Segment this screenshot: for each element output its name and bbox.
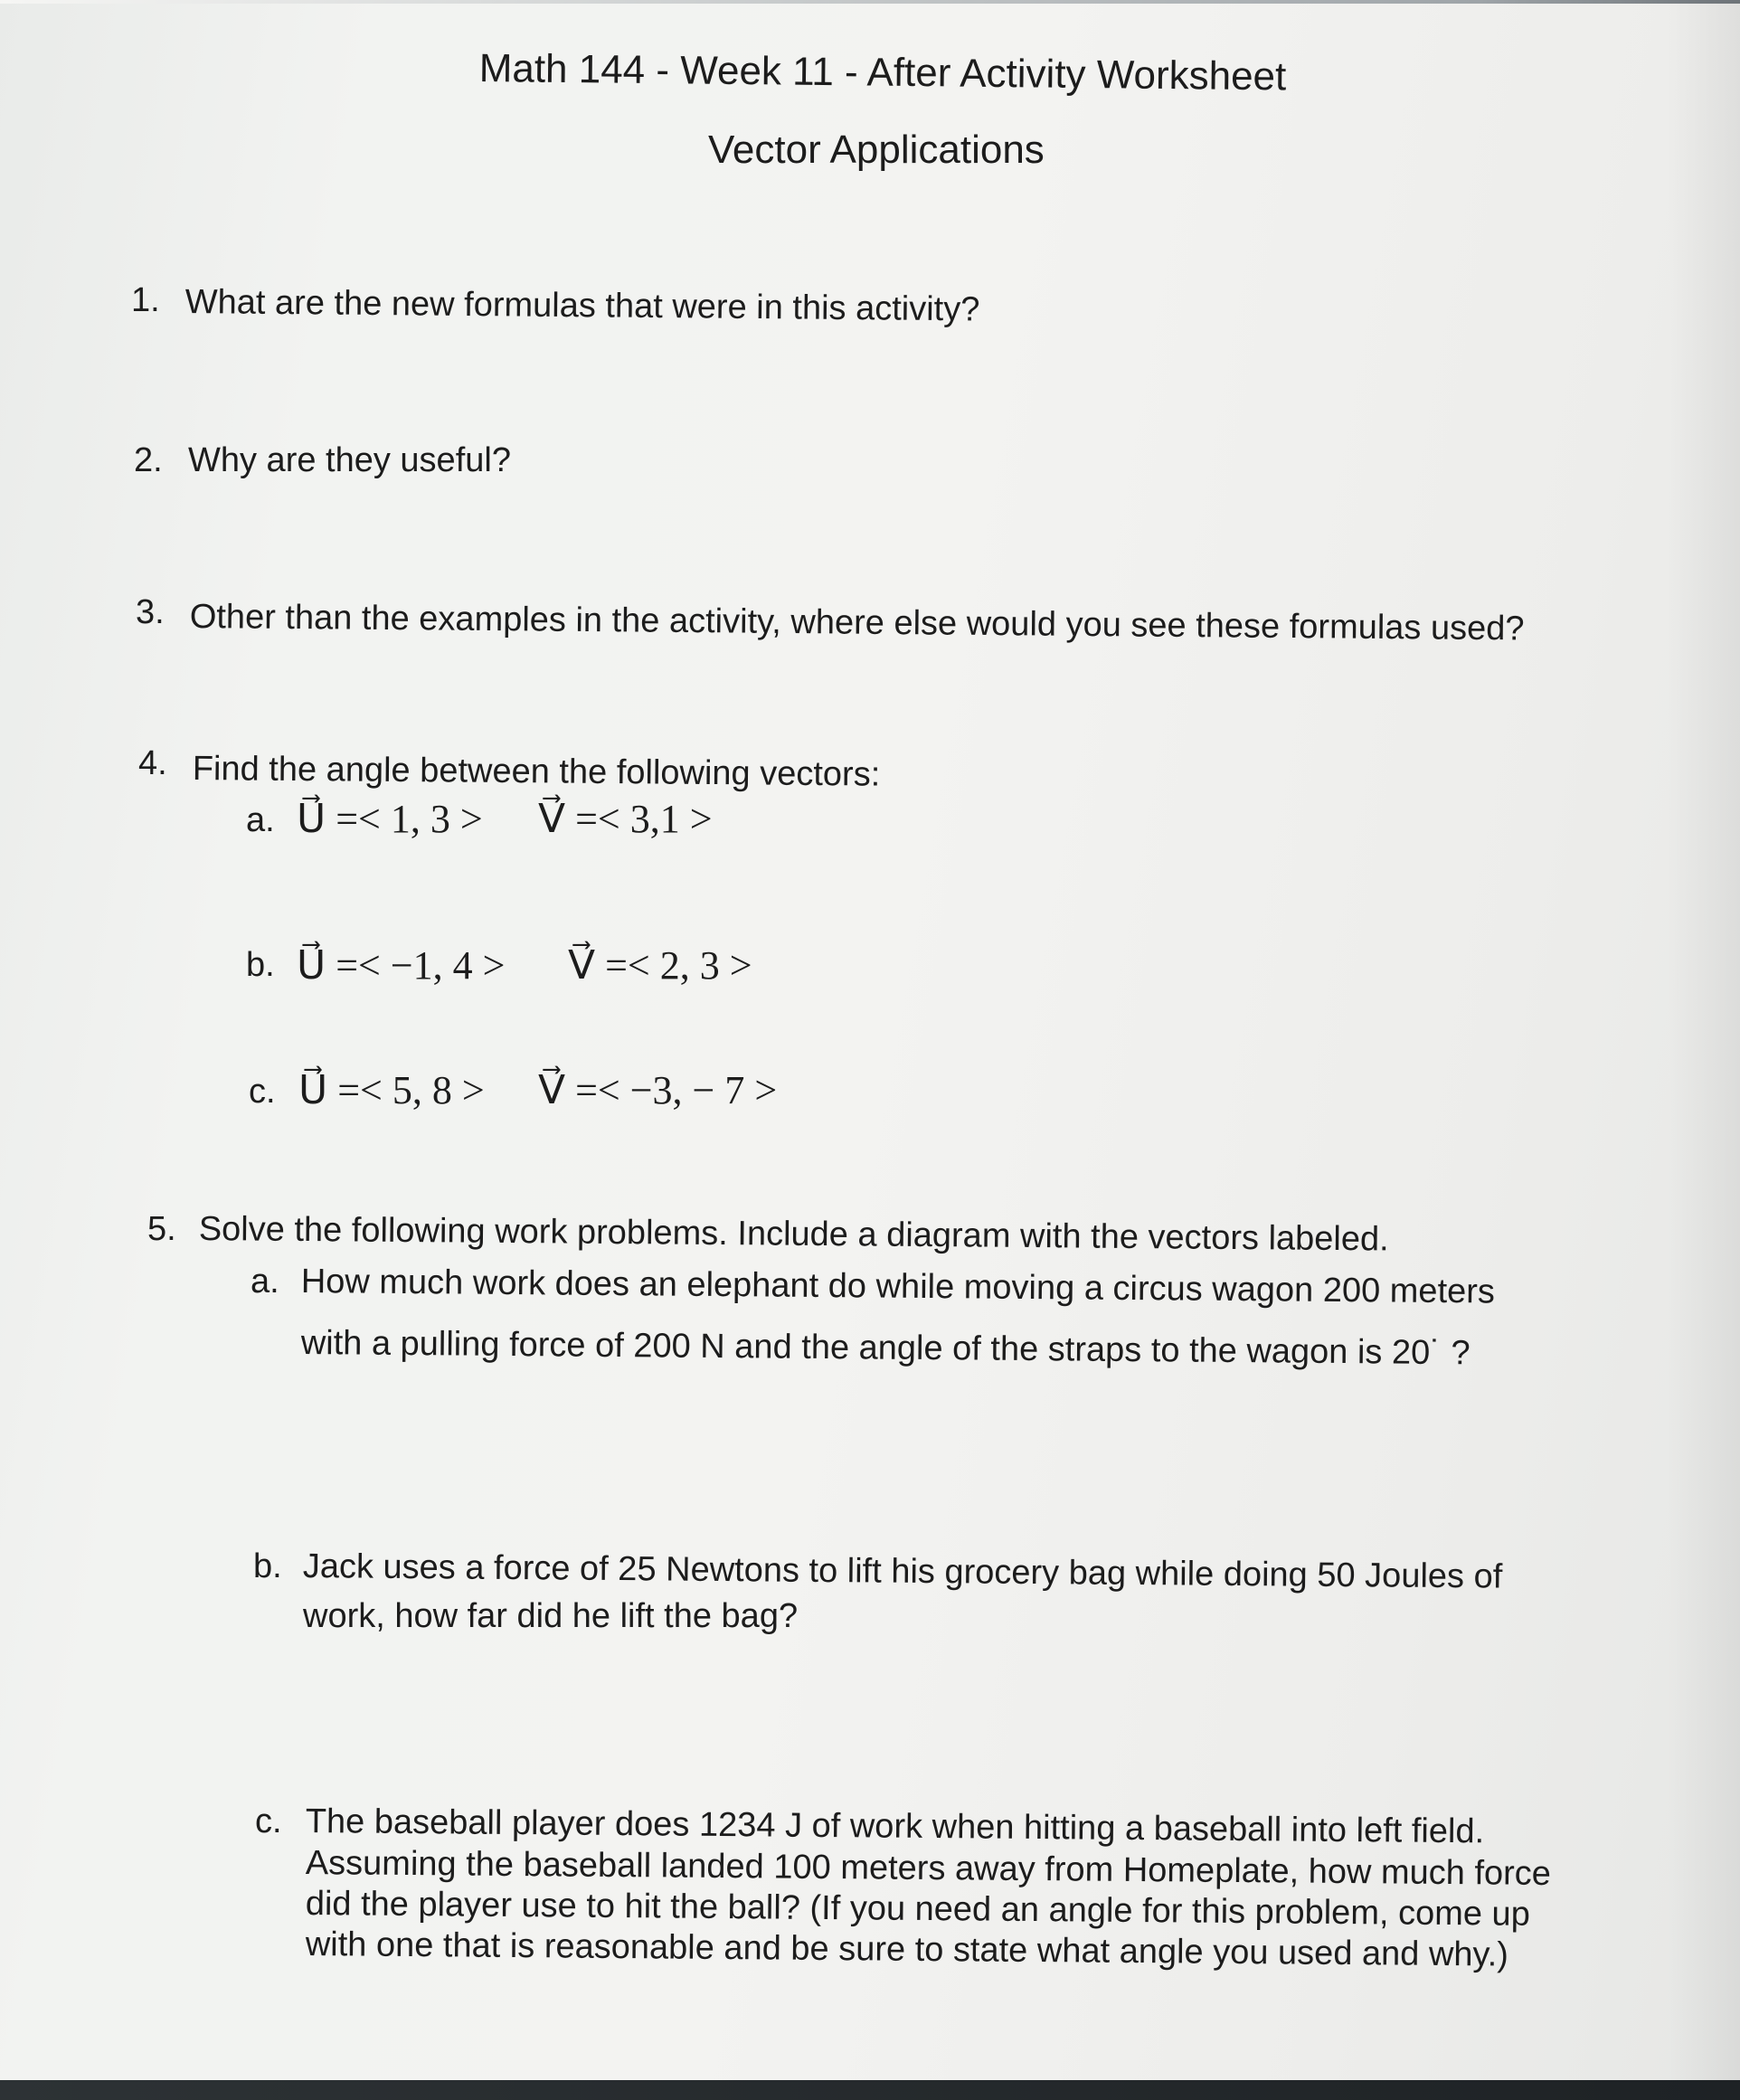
question-5c-line-4: with one that is reasonable and be sure to state what angle you used and why.)	[305, 1925, 1509, 1974]
question-2-number: 2.	[134, 441, 163, 479]
page-top-edge	[0, 0, 1740, 4]
question-5c-line-2: Assuming the baseball landed 100 meters away from Homeplate, how much force	[305, 1844, 1552, 1894]
question-5-text: Solve the following work problems. Include a diagram with the vectors labeled.	[198, 1210, 1389, 1259]
question-5a-letter: a.	[251, 1263, 279, 1301]
question-5a-line-2: with a pulling force of 200 N and the angle of the straps to the wagon is 20˙ ?	[300, 1324, 1470, 1373]
question-4c-vector-u: U⃗ =< 5, 8 >	[298, 1068, 485, 1112]
question-3-number: 3.	[136, 593, 165, 631]
question-1-text: What are the new formulas that were in this activity?	[184, 282, 980, 329]
question-5-number: 5.	[147, 1210, 176, 1248]
question-5a-line-1: How much work does an elephant do while moving a circus wagon 200 meters	[300, 1263, 1496, 1311]
question-4b-vector-v: V⃗ =< 2, 3 >	[568, 943, 752, 988]
question-4c-vector-v: V⃗ =< −3, − 7 >	[538, 1068, 778, 1112]
question-4-text: Find the angle between the following vectors:	[192, 749, 881, 794]
question-5b-letter: b.	[253, 1547, 282, 1585]
question-5c-line-3: did the player use to hit the ball? (If you need an angle for this problem, come up	[305, 1885, 1530, 1934]
question-4-number: 4.	[138, 744, 167, 782]
question-4c-letter: c.	[249, 1073, 276, 1111]
question-4b-vector-u: U⃗ =< −1, 4 >	[297, 943, 506, 988]
question-5b-line-2: work, how far did he lift the bag?	[303, 1597, 799, 1635]
question-1-number: 1.	[131, 281, 160, 319]
question-5b-line-1: Jack uses a force of 25 Newtons to lift his grocery bag while doing 50 Joules of	[302, 1547, 1503, 1596]
question-2-text: Why are they useful?	[188, 441, 511, 479]
question-3-text: Other than the examples in the activity, where else would you see these formulas used?	[189, 597, 1525, 648]
question-5c-letter: c.	[255, 1802, 282, 1840]
question-5c-line-1: The baseball player does 1234 J of work when hitting a baseball into left field.	[305, 1802, 1485, 1851]
question-4a-letter: a.	[246, 801, 275, 839]
desk-surface	[0, 2080, 1740, 2100]
page-shadow	[1668, 0, 1740, 2080]
worksheet-subtitle: Vector Applications	[708, 128, 1045, 172]
question-4a-vector-v: V⃗ =< 3,1 >	[538, 797, 713, 841]
question-4a-vector-u: U⃗ =< 1, 3 >	[297, 797, 483, 841]
question-4b-letter: b.	[246, 946, 275, 984]
worksheet-title: Math 144 - Week 11 - After Activity Worksheet	[478, 45, 1287, 99]
